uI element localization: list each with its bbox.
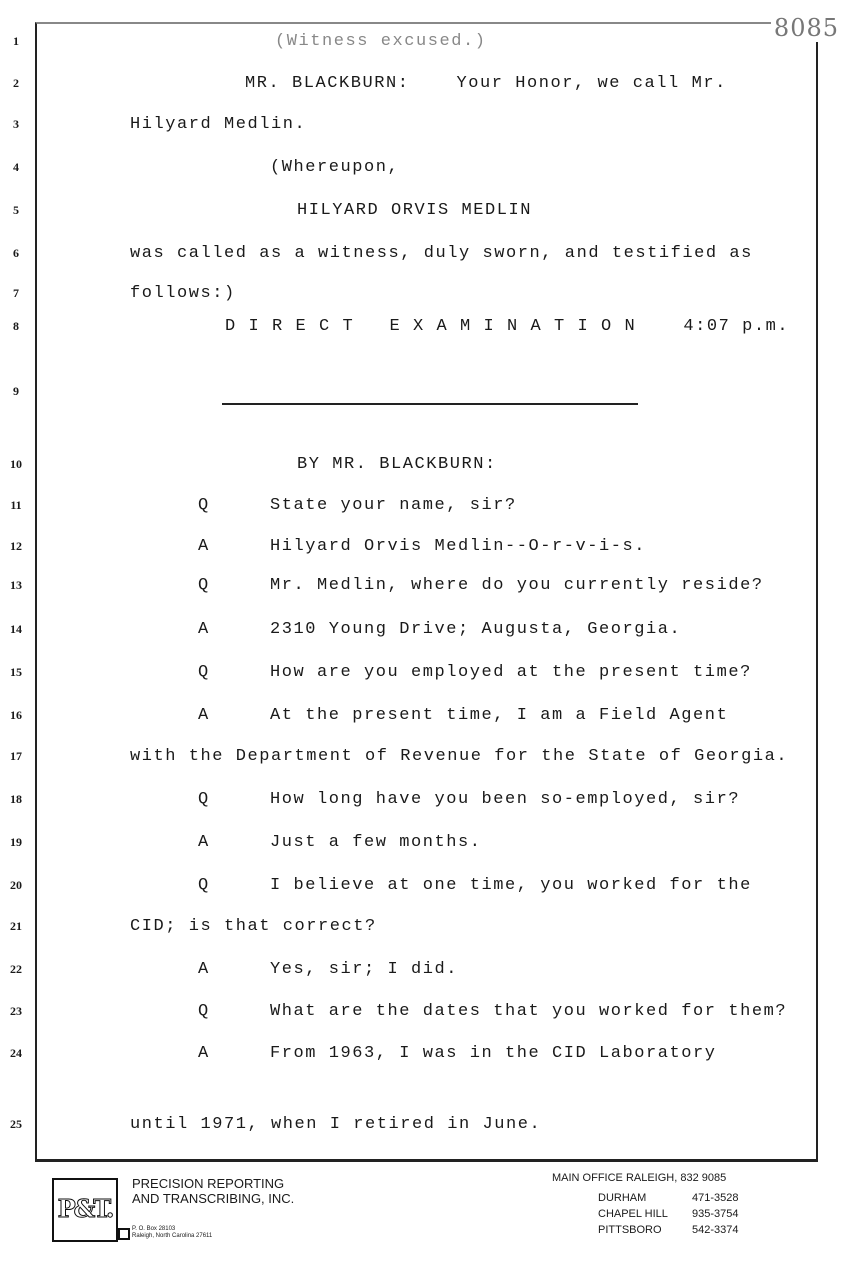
line-number: 6 (13, 246, 19, 260)
transcript-line-text: MR. BLACKBURN: Your Honor, we call Mr. (245, 74, 727, 93)
qa-marker: Q (198, 876, 210, 895)
transcript-line-text: BY MR. BLACKBURN: (297, 455, 497, 474)
line-number: 8 (13, 319, 19, 333)
line-number: 1 (13, 34, 19, 48)
line-number: 22 (10, 962, 22, 976)
line-number: 23 (10, 1004, 22, 1018)
qa-marker: A (198, 1044, 210, 1063)
line-number: 14 (10, 622, 22, 636)
line-number: 18 (10, 792, 22, 806)
office-city: CHAPEL HILL (598, 1208, 668, 1220)
office-city: DURHAM (598, 1192, 647, 1204)
line-number: 12 (10, 539, 22, 553)
line-number: 9 (13, 384, 19, 398)
address-line-1: P. O. Box 28103 (132, 1226, 176, 1232)
heading-underline (222, 403, 638, 405)
transcript-line-text: State your name, sir? (270, 496, 517, 515)
transcript-line-text: How long have you been so-employed, sir? (270, 790, 741, 809)
main-office: MAIN OFFICE RALEIGH, 832 9085 (552, 1172, 727, 1184)
office-phone: 471-3528 (692, 1192, 739, 1204)
line-number: 25 (10, 1117, 22, 1131)
qa-marker: Q (198, 663, 210, 682)
transcript-line-text: HILYARD ORVIS MEDLIN (297, 201, 533, 220)
line-number: 15 (10, 665, 22, 679)
office-phone: 935-3754 (692, 1208, 739, 1220)
transcript-line-text: 2310 Young Drive; Augusta, Georgia. (270, 620, 682, 639)
transcript-line-text: I believe at one time, you worked for the (270, 876, 752, 895)
transcript-line-text: D I R E C T E X A M I N A T I O N 4:07 p.m. (225, 317, 790, 336)
company-logo: P&T. (52, 1178, 118, 1242)
logo-square (118, 1228, 130, 1240)
office-city: PITTSBORO (598, 1224, 662, 1236)
line-number: 20 (10, 878, 22, 892)
qa-marker: Q (198, 496, 210, 515)
transcript-line-text: until 1971, when I retired in June. (130, 1115, 542, 1134)
office-phone: 542-3374 (692, 1224, 739, 1236)
line-number: 10 (10, 457, 22, 471)
transcript-line-text: Hilyard Medlin. (130, 115, 307, 134)
line-number: 7 (13, 286, 19, 300)
company-address (132, 1226, 212, 1240)
line-number: 16 (10, 708, 22, 722)
line-number: 11 (10, 498, 22, 512)
line-number: 5 (13, 203, 19, 217)
transcript-line-text: At the present time, I am a Field Agent (270, 706, 729, 725)
line-number: 3 (13, 117, 19, 131)
company-line-1: PRECISION REPORTING (132, 1176, 285, 1191)
address-line-2: Raleigh, North Carolina 27611 (132, 1233, 213, 1239)
page-number: 8085 (771, 14, 842, 42)
transcript-line-text: (Witness excused.) (275, 32, 487, 51)
qa-marker: A (198, 537, 210, 556)
transcript-line-text: was called as a witness, duly sworn, and testified as (130, 244, 753, 263)
line-number: 17 (10, 749, 22, 763)
line-number: 13 (10, 578, 22, 592)
company-name (132, 1176, 294, 1206)
transcript-line-text: Just a few months. (270, 833, 482, 852)
line-number: 24 (10, 1046, 22, 1060)
transcript-line-text: What are the dates that you worked for them? (270, 1002, 788, 1021)
transcript-line-text: From 1963, I was in the CID Laboratory (270, 1044, 717, 1063)
transcript-line-text: (Whereupon, (270, 158, 400, 177)
qa-marker: Q (198, 1002, 210, 1021)
line-number: 21 (10, 919, 22, 933)
company-line-2: AND TRANSCRIBING, INC. (132, 1191, 295, 1206)
transcript-line-text: with the Department of Revenue for the State of Georgia. (130, 747, 789, 766)
transcript-line-text: Yes, sir; I did. (270, 960, 459, 979)
line-number: 19 (10, 835, 22, 849)
line-number: 2 (13, 76, 19, 90)
transcript-line-text: follows:) (130, 284, 236, 303)
qa-marker: A (198, 706, 210, 725)
qa-marker: Q (198, 790, 210, 809)
qa-marker: A (198, 620, 210, 639)
transcript-line-text: Mr. Medlin, where do you currently reside? (270, 576, 764, 595)
qa-marker: Q (198, 576, 210, 595)
line-number: 4 (13, 160, 19, 174)
transcript-line-text: CID; is that correct? (130, 917, 377, 936)
transcript-line-text: How are you employed at the present time? (270, 663, 752, 682)
qa-marker: A (198, 960, 210, 979)
qa-marker: A (198, 833, 210, 852)
transcript-line-text: Hilyard Orvis Medlin--O-r-v-i-s. (270, 537, 647, 556)
